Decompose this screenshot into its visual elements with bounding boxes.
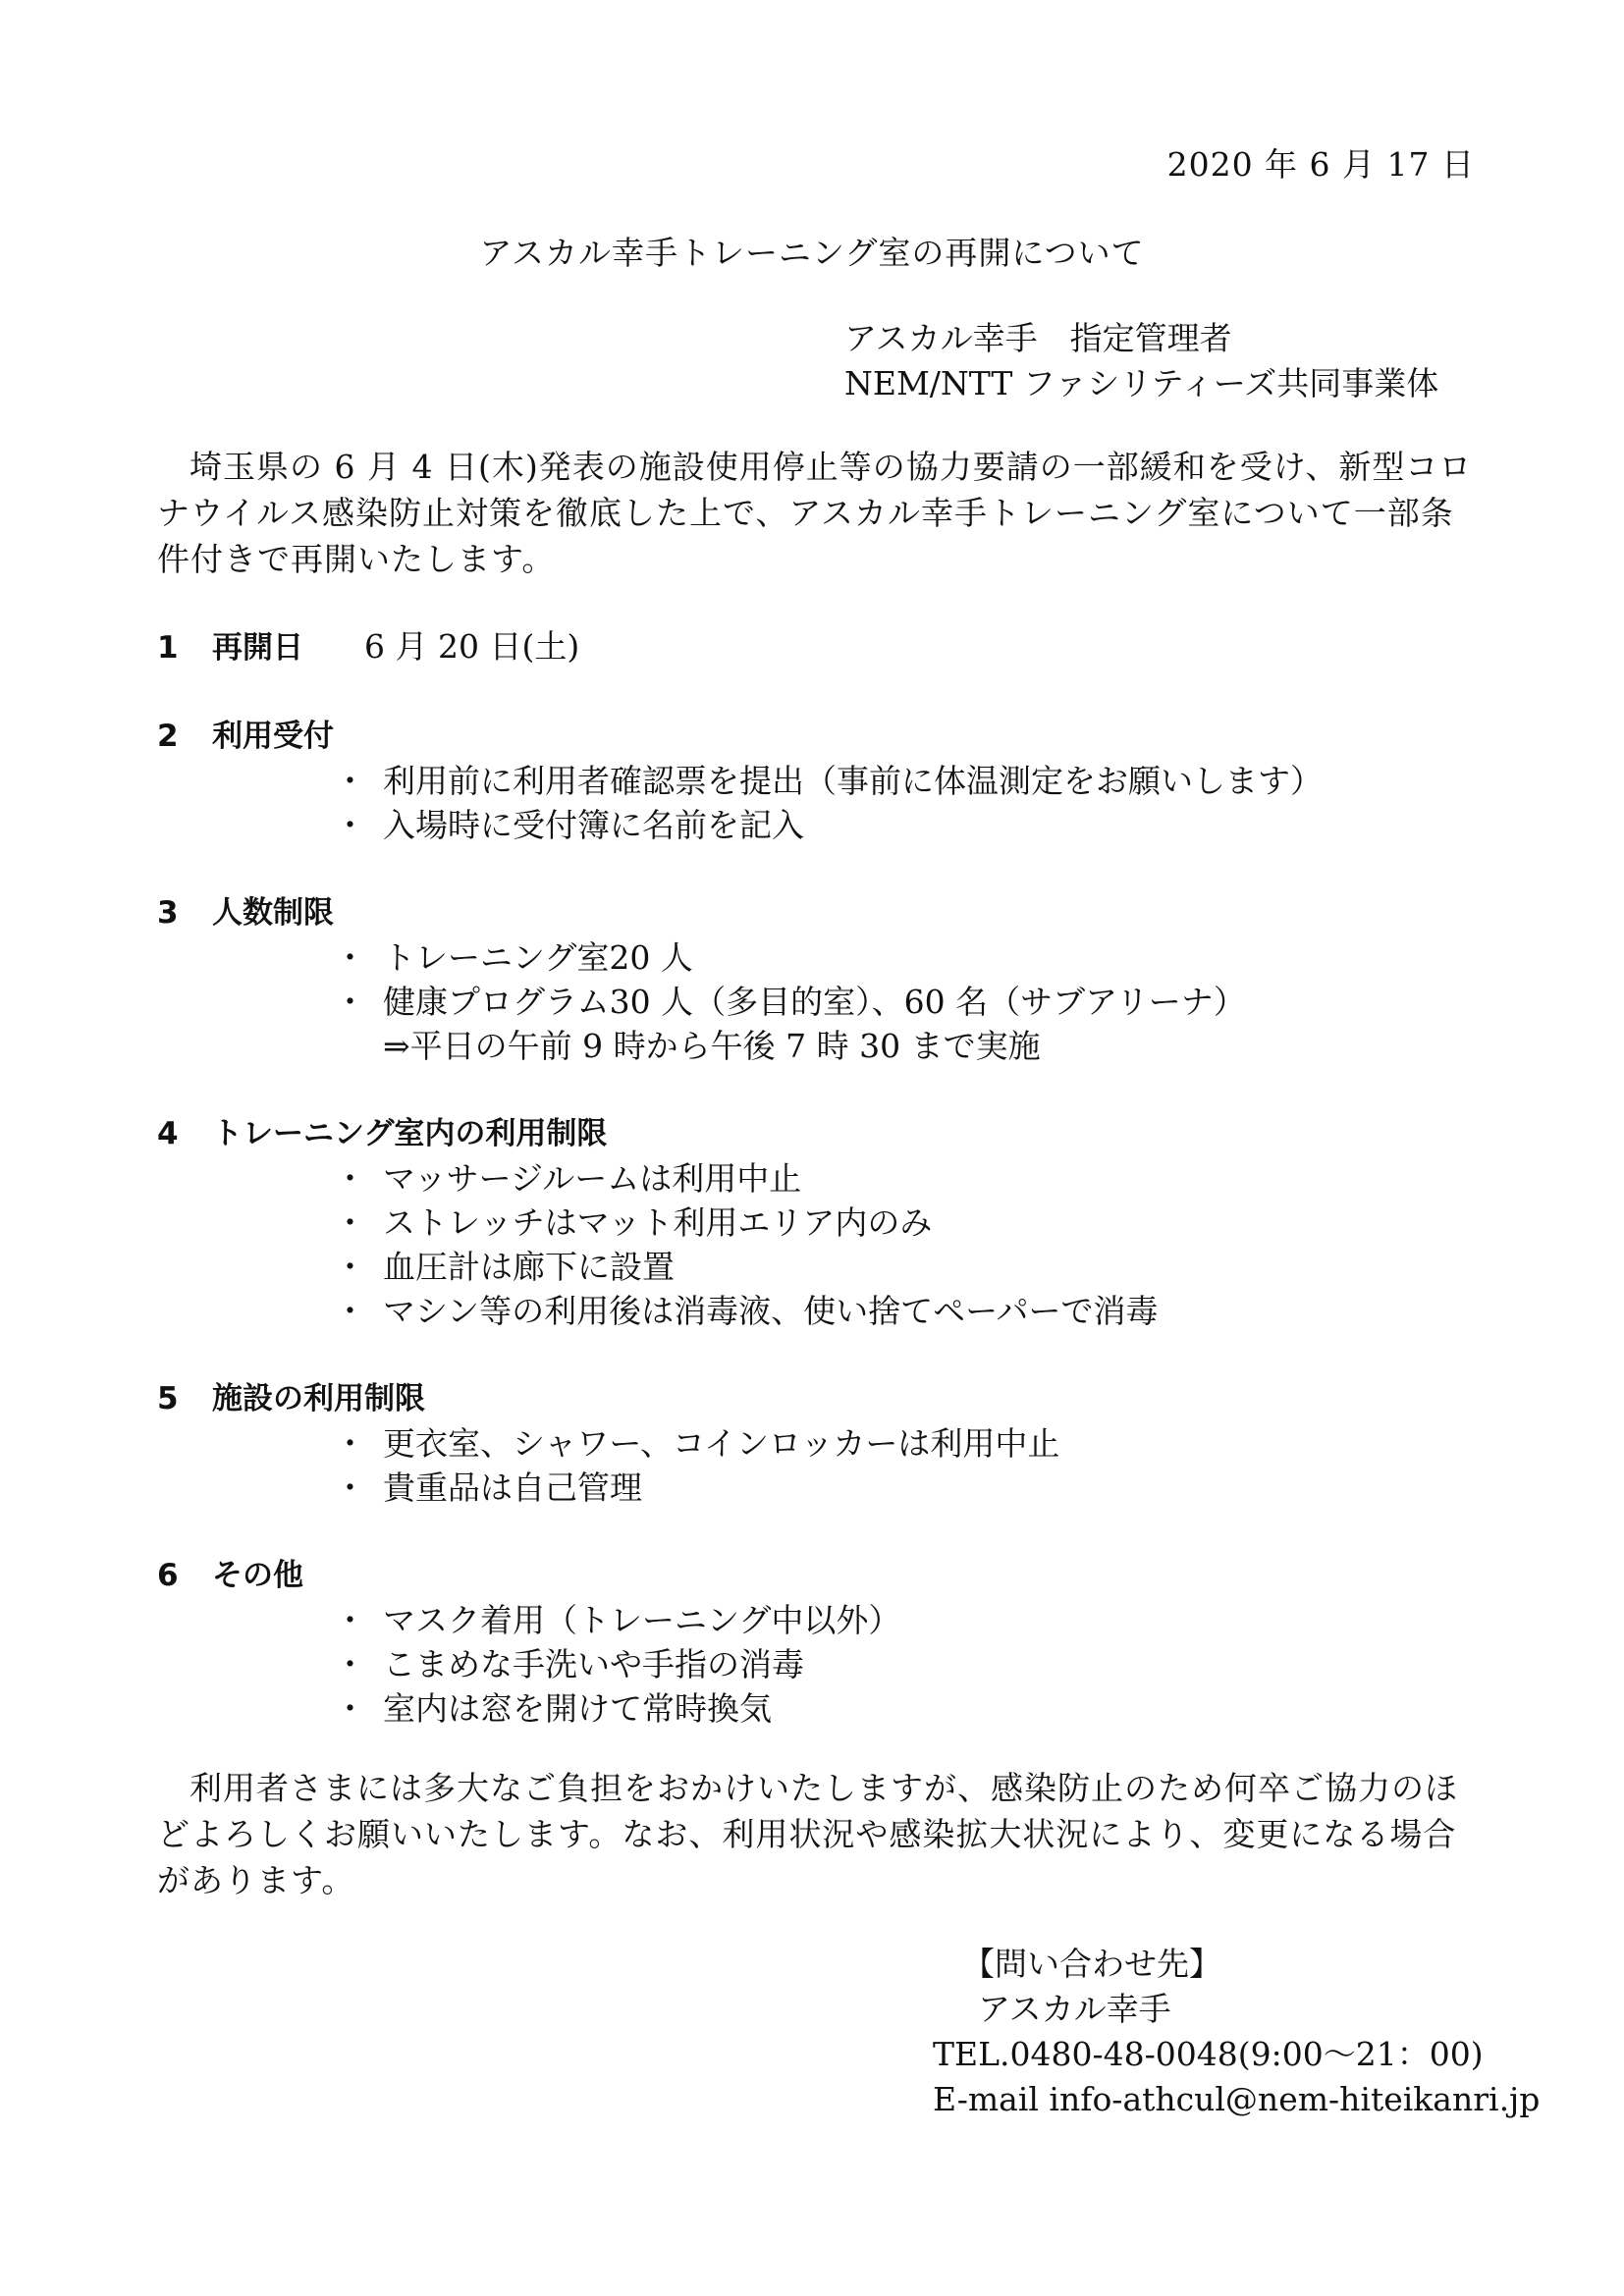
list-item	[334, 759, 1473, 803]
section-number: 6	[157, 1558, 179, 1593]
section-heading	[157, 624, 1473, 670]
list-item-text: 血圧計は廊下に設置	[383, 1248, 675, 1286]
section-other	[157, 1553, 1473, 1731]
bullet-mark: ・	[334, 938, 366, 977]
list-item-text: 健康プログラム30 人（多目的室）、60 名（サブアリーナ）	[383, 983, 1246, 1021]
list-item-text: ストレッチはマット利用エリア内のみ	[383, 1203, 933, 1242]
bullet-mark: ・	[334, 1601, 366, 1639]
section-title: その他	[212, 1558, 303, 1593]
list-item-text: 更衣室、シャワー、コインロッカーは利用中止	[383, 1424, 1060, 1463]
sender-block	[844, 316, 1438, 406]
list-item	[334, 1686, 1473, 1731]
section-facility-restrictions	[157, 1376, 1473, 1510]
contact-name: アスカル幸手	[978, 1990, 1171, 2028]
list-item-text: マッサージルームは利用中止	[383, 1159, 802, 1198]
section-title: 再開日	[212, 630, 303, 666]
list-item-text: こまめな手洗いや手指の消毒	[383, 1645, 804, 1683]
bullet-mark: ・	[334, 1159, 366, 1198]
list-item	[334, 1642, 1473, 1686]
section-number: 1	[157, 630, 179, 666]
contact-block	[933, 1942, 1540, 2122]
program-schedule-note: ⇒平日の午前 9 時から午後 7 時 30 まで実施	[383, 1027, 1041, 1065]
list-item-text: マスク着用（トレーニング中以外）	[383, 1601, 901, 1639]
contact-email: E-mail info-athcul@nem-hiteikanri.jp	[933, 2080, 1541, 2118]
sender-line-1: アスカル幸手 指定管理者	[844, 319, 1232, 357]
section-reopen-date	[157, 624, 1473, 670]
list-item-text: 入場時に受付簿に名前を記入	[383, 806, 804, 844]
bullet-mark: ・	[334, 983, 366, 1021]
bullet-mark: ・	[334, 1292, 366, 1330]
list-item-text: トレーニング室20 人	[383, 938, 693, 977]
section-title: 人数制限	[212, 895, 334, 931]
bullet-mark: ・	[334, 1468, 366, 1507]
sections-list	[157, 624, 1473, 1774]
list-item	[334, 803, 1473, 847]
closing-paragraph: 利用者さまには多大なご負担をおかけいたしますが、感染防止のため何卒ご協力のほどよろしくお願いいたします。なお、利用状況や感染拡大状況により、変更になる場合があります。	[157, 1769, 1458, 1899]
list-item	[334, 1466, 1473, 1510]
closing-paragraph-block	[157, 1765, 1473, 1903]
bullet-mark: ・	[334, 1645, 366, 1683]
section-heading	[157, 1376, 1473, 1421]
section-title: 利用受付	[212, 719, 334, 754]
list-item-text: 利用前に利用者確認票を提出（事前に体温測定をお願いします）	[383, 762, 1323, 800]
bullet-mark: ・	[334, 1424, 366, 1463]
list-item	[334, 1201, 1473, 1245]
section-number: 2	[157, 719, 179, 754]
sender-line-2: NEM/NTT ファシリティーズ共同事業体	[844, 364, 1439, 402]
bullet-mark: ・	[334, 1248, 366, 1286]
bullet-list	[157, 1421, 1473, 1510]
section-heading	[157, 1553, 1473, 1598]
section-heading	[157, 714, 1473, 759]
bullet-list	[157, 759, 1473, 847]
bullet-mark: ・	[334, 762, 366, 800]
document-title: アスカル幸手トレーニング室の再開について	[479, 234, 1145, 272]
section-title: 施設の利用制限	[212, 1381, 425, 1416]
section-capacity-limit	[157, 890, 1473, 1068]
bullet-mark: ・	[334, 1689, 366, 1728]
list-item	[334, 1289, 1473, 1333]
contact-heading: 【問い合わせ先】	[962, 1945, 1221, 1983]
section-number: 5	[157, 1381, 179, 1416]
intro-paragraph-block	[157, 444, 1473, 582]
contact-phone: TEL.0480-48-0048(9:00〜21：00)	[933, 2035, 1484, 2073]
section-title: トレーニング室内の利用制限	[212, 1116, 608, 1151]
list-item	[334, 1598, 1473, 1642]
bullet-mark: ・	[334, 806, 366, 844]
bullet-list	[157, 1598, 1473, 1731]
list-item-text: 貴重品は自己管理	[383, 1468, 642, 1507]
list-item	[334, 1245, 1473, 1289]
section-reception	[157, 714, 1473, 847]
list-item	[334, 980, 1473, 1024]
list-item	[334, 935, 1473, 980]
list-item-text: 室内は窓を開けて常時換気	[383, 1689, 772, 1728]
section-number: 4	[157, 1116, 179, 1151]
bullet-list	[157, 935, 1473, 1024]
reopen-date-value: 6 月 20 日(土)	[364, 627, 580, 666]
section-number: 3	[157, 895, 179, 931]
section-heading	[157, 890, 1473, 935]
list-item	[334, 1156, 1473, 1201]
list-item	[334, 1421, 1473, 1466]
section-training-room-restrictions	[157, 1111, 1473, 1333]
section-heading	[157, 1111, 1473, 1156]
bullet-list	[157, 1156, 1473, 1333]
bullet-mark: ・	[334, 1203, 366, 1242]
document-date: 2020 年 6 月 17 日	[1166, 145, 1475, 184]
list-item-text: マシン等の利用後は消毒液、使い捨てペーパーで消毒	[383, 1292, 1159, 1330]
intro-paragraph: 埼玉県の 6 月 4 日(木)発表の施設使用停止等の協力要請の一部緩和を受け、新型コロナウイルス感染防止対策を徹底した上で、アスカル幸手トレーニング室について一部条件付きで再開いたします。	[157, 448, 1473, 578]
